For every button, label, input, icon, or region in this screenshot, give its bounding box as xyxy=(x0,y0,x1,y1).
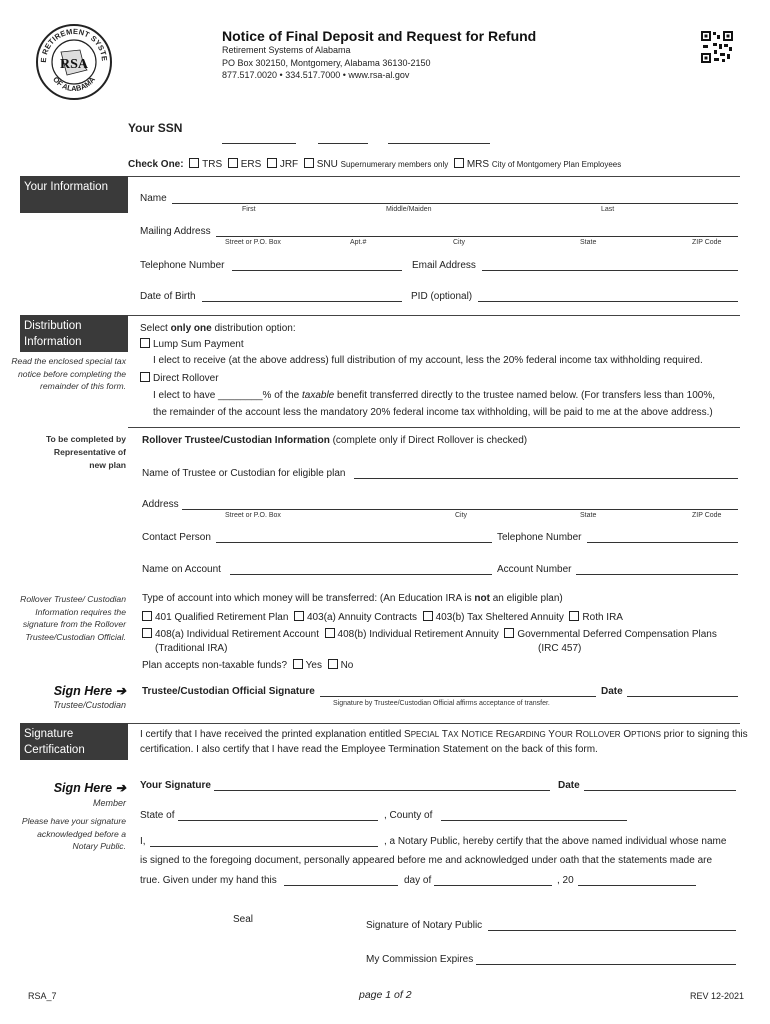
checkbox-408a[interactable] xyxy=(142,628,152,638)
direct-rollover-label: Direct Rollover xyxy=(153,373,219,384)
trustee-sub-city: City xyxy=(455,512,468,519)
member-label: Member xyxy=(92,798,126,808)
cert-egarding: EGARDING xyxy=(503,730,546,739)
svg-text:THE RETIREMENT SYSTEMS: E RETIREMENT SYSTE xyxy=(38,26,110,63)
distribution-note: Read the enclosed special tax notice before completing the remainder of this form. xyxy=(11,356,126,392)
rollover-text-taxable: taxable xyxy=(302,390,335,401)
trustee-signature-field[interactable] xyxy=(320,696,596,697)
cert-text-2: prior to signing this xyxy=(660,729,748,740)
trustee-sub-state: State xyxy=(580,512,597,519)
nontax-label: Plan accepts non-taxable funds? xyxy=(142,660,288,671)
form-title: Notice of Final Deposit and Request for Refund xyxy=(222,28,537,44)
mailing-label: Mailing Address xyxy=(140,226,211,237)
cert-ptions: PTIONS xyxy=(631,730,661,739)
rollover-text-1: I elect to have ________% of the xyxy=(153,390,302,401)
commission-expires-field[interactable] xyxy=(476,964,736,965)
checkbox-direct-rollover[interactable] xyxy=(140,372,150,382)
check-one-label: Check One: xyxy=(128,159,184,170)
trustee-address-label: Address xyxy=(142,499,179,510)
rollover-text-line2: the remainder of the account less the mandatory 20% federal income tax withholding, will be paid to me at the above address.) xyxy=(153,407,713,418)
name-field[interactable] xyxy=(172,203,738,204)
form-id: RSA_7 xyxy=(28,991,57,1001)
state-of-label: State of xyxy=(140,810,175,821)
divider-distribution xyxy=(128,315,740,316)
name-sub-last: Last xyxy=(601,206,615,213)
your-signature-label: Your Signature xyxy=(140,780,211,791)
opt-408b: 408(b) Individual Retirement Annuity xyxy=(337,629,499,640)
trustee-sub-street: Street or P.O. Box xyxy=(225,512,281,519)
member-note: Please have your signature acknowledged before a Notary Public. xyxy=(21,816,126,852)
notary-signature-field[interactable] xyxy=(488,930,736,931)
checkbox-ers[interactable] xyxy=(228,158,238,168)
contact-person-label: Contact Person xyxy=(142,532,211,543)
section-signature-certification: Signature Certification xyxy=(20,723,128,760)
rollover-text-2: benefit transferred directly to the trustee named below. (For transfers less than 100%, xyxy=(334,390,715,401)
section-distribution-information: Distribution Information xyxy=(20,315,128,352)
cert-ollover: OLLOVER xyxy=(582,730,621,739)
cert-special: PECIAL xyxy=(410,730,440,739)
svg-text:RSA: RSA xyxy=(59,57,89,72)
direct-rollover-option[interactable] xyxy=(140,372,219,384)
cert-ax: AX xyxy=(447,730,459,739)
dob-field[interactable] xyxy=(202,301,402,302)
notary-text-3b: day of xyxy=(404,875,432,886)
divider-your-info xyxy=(128,176,740,177)
checkbox-roth[interactable] xyxy=(569,611,579,621)
account-types-row1 xyxy=(142,611,623,623)
cert-r2: R xyxy=(572,729,583,740)
rollover-text-line1 xyxy=(153,390,715,401)
notary-month-field[interactable] xyxy=(434,885,552,886)
trustee-sub-zip: ZIP Code xyxy=(692,512,722,519)
opt-yes: Yes xyxy=(305,660,322,671)
member-date-label: Date xyxy=(558,780,580,791)
checkbox-mrs[interactable] xyxy=(454,158,464,168)
notary-text-2: is signed to the foregoing document, personally appeared before me and acknowledged under oath that the statements made are xyxy=(140,855,713,866)
notary-text-3a: true. Given under my hand this xyxy=(140,875,277,886)
snu-note: Supernumerary members only xyxy=(340,160,449,169)
trustee-heading: Rollover Trustee/Custodian Information xyxy=(142,435,330,446)
notary-text-1: , a Notary Public, hereby certify that the above named individual whose name xyxy=(384,836,727,847)
account-type-prefix: Type of account into which money will be transferred: (An Education IRA is xyxy=(142,593,475,604)
account-type-not: not xyxy=(474,593,490,604)
sign-here-trustee: Sign Here ➔ xyxy=(53,684,126,698)
cert-line2: certification. I also certify that I have read the Employee Termination Statement on the back of this form. xyxy=(140,744,598,755)
select-bold: only one xyxy=(170,323,212,334)
notary-signature-label: Signature of Notary Public xyxy=(366,920,483,931)
checkbox-no[interactable] xyxy=(328,659,338,669)
checkbox-lump-sum[interactable] xyxy=(140,338,150,348)
mrs-note: City of Montgomery Plan Employees xyxy=(491,160,622,169)
opt-no: No xyxy=(340,660,354,671)
nontaxable-row xyxy=(142,659,353,671)
select-suffix: distribution option: xyxy=(211,323,296,334)
sign-here-member: Sign Here ➔ xyxy=(53,781,126,795)
option-ers: ERS xyxy=(240,159,262,170)
cert-n: N xyxy=(458,729,469,740)
page-number: page 1 of 2 xyxy=(359,989,412,1001)
checkbox-408b[interactable] xyxy=(325,628,335,638)
your-signature-field[interactable] xyxy=(214,790,550,791)
divider-trustee xyxy=(128,427,740,428)
name-on-account-field[interactable] xyxy=(230,574,492,575)
name-sub-first: First xyxy=(242,206,256,213)
trustee-date-field[interactable] xyxy=(627,696,738,697)
mailing-sub-street: Street or P.O. Box xyxy=(225,239,281,246)
contact-person-field[interactable] xyxy=(216,542,492,543)
rsa-logo xyxy=(34,22,114,102)
select-instruction xyxy=(140,323,296,334)
pid-field[interactable] xyxy=(478,301,738,302)
commission-expires-label: My Commission Expires xyxy=(366,954,474,965)
member-date-field[interactable] xyxy=(584,790,736,791)
org-name: Retirement Systems of Alabama xyxy=(222,45,351,55)
account-number-label: Account Number xyxy=(497,564,572,575)
checkbox-yes[interactable] xyxy=(293,659,303,669)
telephone-field[interactable] xyxy=(232,270,402,271)
lump-sum-label: Lump Sum Payment xyxy=(153,339,244,350)
opt-gov: Governmental Deferred Compensation Plans xyxy=(517,629,717,640)
org-contact: 877.517.0020 • 334.517.7000 • www.rsa-al.gov xyxy=(222,70,410,80)
trustee-name-label: Name of Trustee or Custodian for eligible plan xyxy=(142,468,346,479)
state-of-field[interactable] xyxy=(178,820,378,821)
mailing-sub-city: City xyxy=(453,239,466,246)
account-types-row2 xyxy=(142,628,717,640)
revision: REV 12-2021 xyxy=(690,991,745,1001)
cert-text-1: I certify that I have received the printed explanation entitled S xyxy=(140,729,411,740)
option-mrs: MRS xyxy=(466,159,490,170)
mailing-field[interactable] xyxy=(216,236,738,237)
qr-code-icon xyxy=(700,30,734,64)
name-on-account-label: Name on Account xyxy=(142,564,221,575)
option-snu: SNU xyxy=(316,159,338,170)
checkbox-snu[interactable] xyxy=(304,158,314,168)
option-trs: TRS xyxy=(202,159,223,170)
trustee-sig-sub: Signature by Trustee/Custodian Official affirms acceptance of transfer. xyxy=(333,700,550,707)
trustee-name-field[interactable] xyxy=(354,478,738,479)
cert-r: R xyxy=(493,729,504,740)
trustee-telephone-label: Telephone Number xyxy=(497,532,582,543)
official-note: Rollover Trustee/ Custodian Information requires the signature from the Rollover Trustee/Custodian Official. xyxy=(20,594,126,642)
mailing-sub-state: State xyxy=(580,239,597,246)
ssn-field-3[interactable] xyxy=(388,143,490,144)
notary-i: I, xyxy=(140,836,146,847)
notary-name-field[interactable] xyxy=(150,846,378,847)
county-of-field[interactable] xyxy=(441,820,627,821)
select-prefix: Select xyxy=(140,323,171,334)
account-number-field[interactable] xyxy=(576,574,738,575)
pid-label: PID (optional) xyxy=(411,291,473,302)
notary-text-3c: , 20 xyxy=(557,875,574,886)
telephone-label: Telephone Number xyxy=(140,260,225,271)
svg-text:OF ALABAMA: OF ALABAMA xyxy=(51,74,97,94)
county-of-label: , County of xyxy=(384,810,433,821)
account-type-prompt xyxy=(142,593,563,604)
trustee-heading-row xyxy=(142,435,527,446)
lump-sum-option[interactable] xyxy=(140,338,244,350)
lump-sum-text: I elect to receive (at the above address) full distribution of my account, less the 20% federal income tax withholding required. xyxy=(153,355,703,366)
opt-gov-sub: (IRC 457) xyxy=(538,643,582,654)
checkbox-trs[interactable] xyxy=(189,158,199,168)
trustee-address-field[interactable] xyxy=(182,509,738,510)
checkbox-jrf[interactable] xyxy=(267,158,277,168)
name-label: Name xyxy=(140,193,167,204)
opt-roth: Roth IRA xyxy=(582,612,623,623)
checkbox-403b[interactable] xyxy=(423,611,433,621)
email-label: Email Address xyxy=(412,260,476,271)
cert-otice: OTICE xyxy=(468,730,494,739)
section-your-information: Your Information xyxy=(20,176,128,213)
checkbox-403a[interactable] xyxy=(294,611,304,621)
opt-401: 401 Qualified Retirement Plan xyxy=(155,612,289,623)
representative-note: To be completed by Representative of new plan xyxy=(45,434,126,470)
opt-408a: 408(a) Individual Retirement Account xyxy=(155,629,319,640)
dob-label: Date of Birth xyxy=(140,291,196,302)
checkbox-401[interactable] xyxy=(142,611,152,621)
opt-408a-sub: (Traditional IRA) xyxy=(155,643,228,654)
ssn-field-2[interactable] xyxy=(318,143,368,144)
option-jrf: JRF xyxy=(279,159,299,170)
account-type-suffix: an eligible plan) xyxy=(489,593,563,604)
trustee-date-label: Date xyxy=(601,686,623,697)
notary-day-field[interactable] xyxy=(284,885,398,886)
notary-year-field[interactable] xyxy=(578,885,696,886)
cert-line1 xyxy=(140,729,748,740)
seal-label: Seal xyxy=(233,914,254,925)
divider-certification xyxy=(128,723,740,724)
checkbox-gov-457[interactable] xyxy=(504,628,514,638)
org-address: PO Box 302150, Montgomery, Alabama 36130-2150 xyxy=(222,58,431,68)
mailing-sub-zip: ZIP Code xyxy=(692,239,722,246)
cert-y: Y xyxy=(545,729,555,740)
ssn-label: Your SSN xyxy=(128,121,183,135)
opt-403b: 403(b) Tax Sheltered Annuity xyxy=(435,612,564,623)
trustee-signature-label: Trustee/Custodian Official Signature xyxy=(142,686,315,697)
sign-sub-trustee: Trustee/Custodian xyxy=(53,700,126,710)
mailing-sub-apt: Apt.# xyxy=(350,239,367,246)
cert-our: OUR xyxy=(554,730,573,739)
cert-o: O xyxy=(620,729,632,740)
ssn-field-1[interactable] xyxy=(222,143,296,144)
trustee-heading-note: (complete only if Direct Rollover is checked) xyxy=(329,435,528,446)
opt-403a: 403(a) Annuity Contracts xyxy=(306,612,418,623)
trustee-telephone-field[interactable] xyxy=(587,542,738,543)
email-field[interactable] xyxy=(482,270,738,271)
cert-t: T xyxy=(439,729,448,740)
name-sub-middle: Middle/Maiden xyxy=(386,206,432,213)
check-one-row xyxy=(128,158,621,170)
